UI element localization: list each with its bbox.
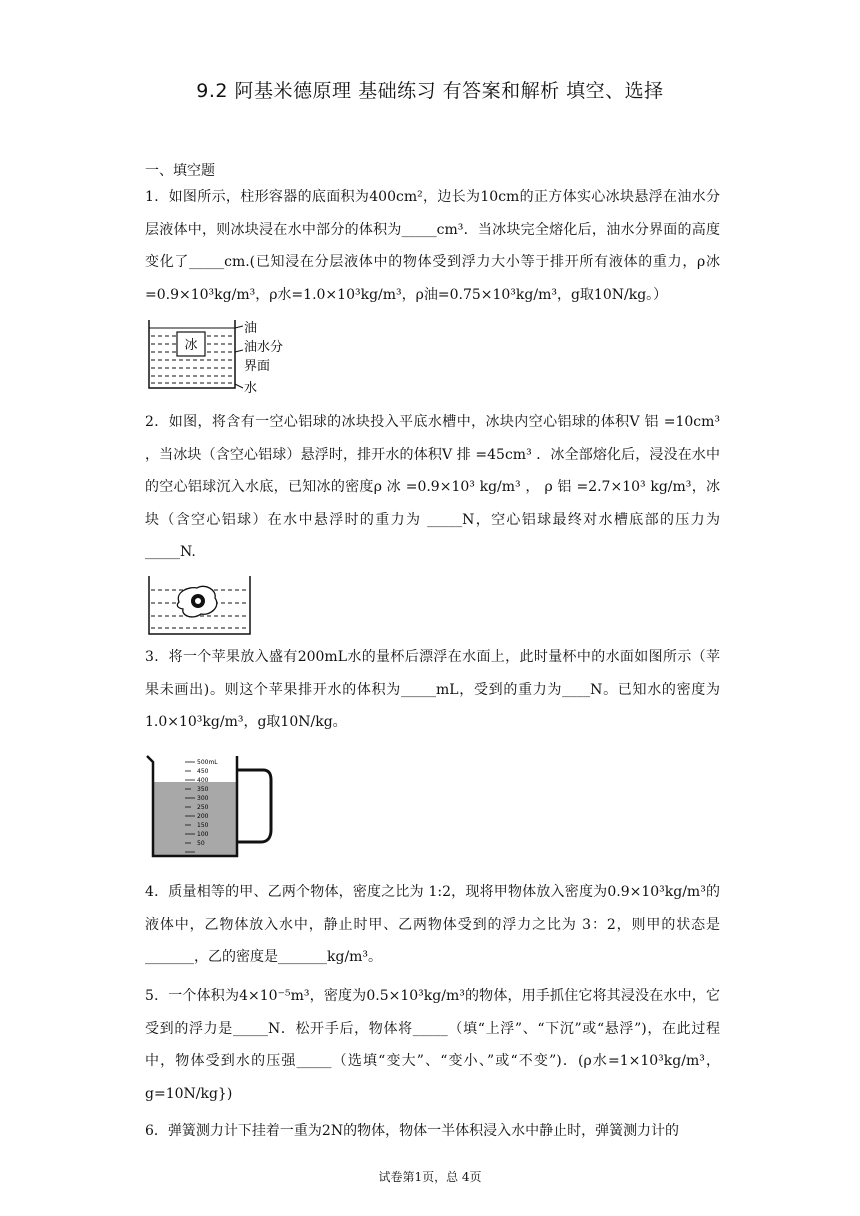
cup-tick-250: 250 <box>197 804 209 811</box>
label-oil: 油 <box>244 321 258 336</box>
question-2: 2．如图，将含有一空心铝球的冰块投入平底水槽中，冰块内空心铝球的体积V 铝 =10cm³ ，当冰块（含空心铝球）悬浮时，排开水的体积V 排 =45cm³ ．冰全部熔化后，浸没在水中的空心铝球沉入水底，已知冰的密度ρ 冰 =0.9×10³ kg/m³ ， ρ 铝 =2.7×10³ kg/m³，冰块（含空心铝球）在水中悬浮时的重力为 _____N，空心铝球最终对水槽底部的压力为 _____N. <box>145 414 720 560</box>
question-1: 1．如图所示，柱形容器的底面积为400cm²，边长为10cm的正方体实心冰块悬浮在油水分层液体中，则冰块浸在水中部分的体积为_____cm³．当冰块完全熔化后，油水分界面的高度变化了_____cm.(已知浸在分层液体中的物体受到浮力大小等于排开所有液体的重力，ρ冰=0.9×10³kg/m³，ρ水=1.0×10³kg/m³，ρ油=0.75×10³kg/m³，g取10N/kg。） <box>145 189 720 303</box>
cup-tick-150: 150 <box>197 822 209 829</box>
ice-label: 冰 <box>184 338 198 353</box>
cup-tick-400: 400 <box>197 777 209 784</box>
cup-tick-450: 450 <box>197 768 209 775</box>
page-title: 9.2 阿基米德原理 基础练习 有答案和解析 填空、选择 <box>196 80 664 102</box>
cup-label-top: 500mL <box>197 759 218 766</box>
cup-tick-300: 300 <box>197 795 209 802</box>
question-5: 5．一个体积为4×10⁻⁵m³，密度为0.5×10³kg/m³的物体，用手抓住它将其浸没在水中，它受到的浮力是_____N．松开手后，物体将_____（填“上浮”、“下沉”或“悬浮”)，在此过程中，物体受到水的压强_____（选填“变大”、“变小、”或“不变”)．(ρ水=1×10³kg/m³，g=10N/kg}) <box>145 988 720 1102</box>
cup-tick-100: 100 <box>197 831 209 838</box>
figure-2-ice-with-ball <box>145 574 255 638</box>
question-6: 6．弹簧测力计下挂着一重为2N的物体，物体一半体积浸入水中静止时，弹簧测力计的 <box>145 1123 680 1139</box>
question-3: 3．将一个苹果放入盛有200mL水的量杯后漂浮在水面上，此时量杯中的水面如图所示（苹果未画出)。则这个苹果排开水的体积为_____mL，受到的重力为____N。已知水的密度为1.0×10³kg/m³，g取10N/kg。 <box>145 649 720 730</box>
page-footer: 试卷第1页，总 4页 <box>378 1170 482 1184</box>
question-4: 4．质量相等的甲、乙两个物体，密度之比为 1:2，现将甲物体放入密度为0.9×10³kg/m³的液体中，乙物体放入水中，静止时甲、乙两物体受到的浮力之比为 3：2，则甲的状态是_______，乙的密度是_______kg/m³。 <box>145 884 720 965</box>
cup-tick-200: 200 <box>197 813 209 820</box>
figure-3-measuring-cup <box>145 752 275 860</box>
label-water: 水 <box>244 381 258 396</box>
label-interface-1: 油水分 <box>244 340 284 355</box>
cup-tick-50: 50 <box>197 840 205 847</box>
section-heading: 一、填空题 <box>145 163 215 179</box>
figure-1-ice-in-layers <box>145 318 305 398</box>
cup-tick-350: 350 <box>197 786 209 793</box>
label-interface-2: 界面 <box>244 359 271 374</box>
